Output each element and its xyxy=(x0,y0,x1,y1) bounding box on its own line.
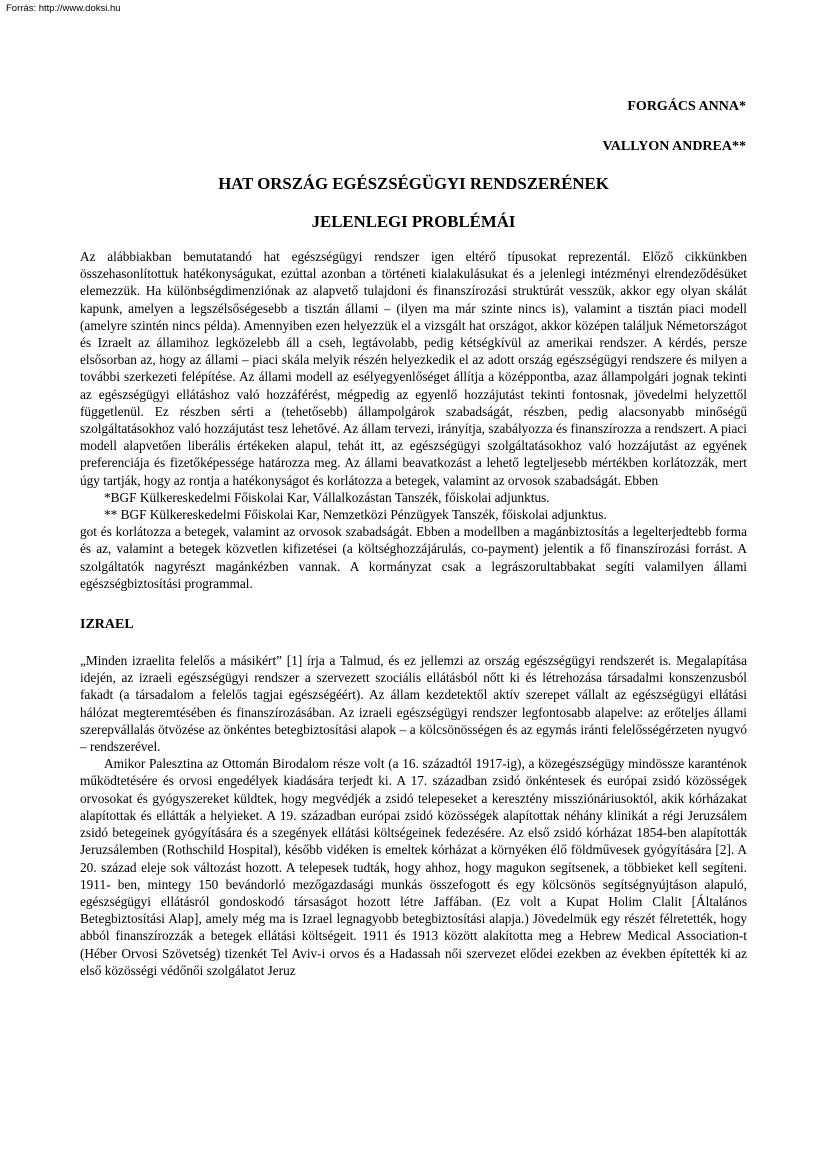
title-line: HAT ORSZÁG EGÉSZSÉGÜGYI RENDSZERÉNEK xyxy=(218,174,609,193)
body-paragraph: Amikor Palesztina az Ottomán Birodalom része volt (a 16. századtól 1917-ig), a közegészségügy mindössze karanténok működtetésére és orvosi engedélyek kiadására terjedt ki. A 17. században zsidó önkéntesek és európai zsidó közösségek orvosokat és gyógyszereket küldtek, hogy megvédjék a zsidó telepeseket a keresztény missziónáriusoktól, akik kórházakat alapítottak és ellátták a helyieket. A 19. században európai zsidó közösségek alapítottak néhány klinikát a régi Jeruzsálem zsidó betegeinek gyógyítására és a szegények ellátási költségeinek fedezésére. Az első zsidó kórházat 1854-ben alapították Jeruzsálemben (Rothschild Hospital), később vidéken is emeltek kórházat a környéken élő földművesek gyógyítására [2]. A 20. század eleje sok változást hozott. A telepesek tudták, hogy ahhoz, hogy magukon segítsenek, a többieket kell segíteni. 1911- ben, mintegy 150 bevándorló mezőgazdasági munkás összefogott és egy kölcsönös segítségnyújtáson alapuló, egészségügyi ellátásról gondoskodó társaságot hozott létre Jaffában. (Ez volt a Kupat Holim Clalit [Általános Betegbiztosítási Alap], amely még ma is Izrael legnagyobb betegbiztosítási alapja.) Jövedelmük egy részét félretették, hogy abból finanszírozzák a betegek ellátási költségeit. 1911 és 1913 között alakította meg a Hebrew Medical Association-t (Héber Orvosi Szövetség) tizenkét Tel Aviv-i orvos és a Hadassah női szervezet elődei ezekben az években építették ki az első közösségi védőnői szolgálatot Jeruz xyxy=(80,756,747,978)
footnote: ** BGF Külkereskedelmi Főiskolai Kar, Nemzetközi Pénzügyek Tanszék, főiskolai adjunktus. xyxy=(104,507,607,523)
author-name: VALLYON ANDREA** xyxy=(602,139,746,154)
footnote: *BGF Külkereskedelmi Főiskolai Kar, Vállalkozástan Tanszék, főiskolai adjunktus. xyxy=(104,489,550,505)
source-note: Forrás: http://www.doksi.hu xyxy=(6,3,121,14)
author-block xyxy=(346,96,746,176)
intro-paragraph: Az alábbiakban bemutatandó hat egészségügyi rendszer igen eltérő típusokat reprezentál. Előző cikkünkben összehasonlítottuk hatékonyságukat, ezúttal azonban a történeti kialakulásukat és a jelenlegi intézményi elrendeződésüket elemezzük. Ha különbségdimenziónak az alapvető tulajdoni és finanszírozási struktúrát vesszük, akkor egy olyan skálát kapunk, amelyen a legszélsőségesebb a tisztán állami – (ilyen ma már szinte nincs is), valamint a tisztán piaci modell (amelyre szintén nincs példa). Amennyiben ezen helyezzük el a vizsgált hat országot, akkor középen találjuk Németországot és Izraelt az államihoz legközelebb áll a cseh, legtávolabb, pedig kétségkívül az amerikai rendszer. A kérdés, persze elsősorban az, hogy az állami – piaci skála melyik részén helyezkedik el az adott ország egészségügyi rendszere és milyen a további szerkezeti felépítése. Az állami modell az esélyegyenlőséget állítja a középpontba, azaz állampolgári jognak tekinti az egészségügyi ellátáshoz való hozzáférést, mégpedig az egyenlő hozzájutást tekinti fontosnak, jövedelmi helyzettől függetlenül. Ez részben sérti a (tehetősebb) állampolgárok szabadságát, részben, pedig alacsonyabb minőségű szolgáltatásokhoz való hozzájutást tesz lehetővé. Az állam tervezi, irányítja, szabályozza és finanszírozza a rendszert. A piaci modell alapvetően liberális értékeken alapul, tehát itt, az egészségügyi szolgáltatásokhoz való hozzájutást az egyének preferenciája és fizetőképessége határozza meg. Az állami beavatkozást a lehető legteljesebb mértékben korlátozzák, mert úgy tartják, hogy az rontja a hatékonyságot és korlátozza a betegek, valamint az orvosok szabadságát. Ebben xyxy=(80,249,747,488)
title-line: JELENLEGI PROBLÉMÁI xyxy=(311,212,516,231)
article-title xyxy=(80,172,747,248)
author-name: FORGÁCS ANNA* xyxy=(627,99,746,114)
section-heading: IZRAEL xyxy=(80,617,134,633)
body-paragraph: „Minden izraelita felelős a másikért” [1] írja a Talmud, és ez jellemzi az ország egészségügyi rendszerét is. Megalapítása idején, az izraeli egészségügyi rendszer a szervezett szociális ellátásból nőtt ki és létrehozása társadalmi konszenzusból fakadt (a társadalom a felelős tagjai egészségéért). Az állam kezdetektől aktív szerepet vállalt az egészségügyi ellátási hálózat megteremtésében és finanszírozásában. Az izraeli egészségügyi rendszer legfontosabb alapelve: az erőteljes állami szerepvállalás ötvözése az önkéntes betegbiztosítási alapok – a kölcsönösségen és az egymás iránti felelősségérzeten nyugvó – rendszerével. xyxy=(80,653,747,755)
article-body xyxy=(80,248,747,979)
continuation-paragraph: got és korlátozza a betegek, valamint az orvosok szabadságát. Ebben a modellben a magánbiztosítás a legelterjedtebb forma és az, valamint a betegek közvetlen kifizetései (a költséghozzájárulás, co-payment) jelentik a fő finanszírozási forrást. A szolgáltatók nagyrészt magánkézben vannak. A kormányzat csak a legrászorultabbakat segíti valamilyen állami egészségbiztosítási programmal. xyxy=(80,524,747,591)
